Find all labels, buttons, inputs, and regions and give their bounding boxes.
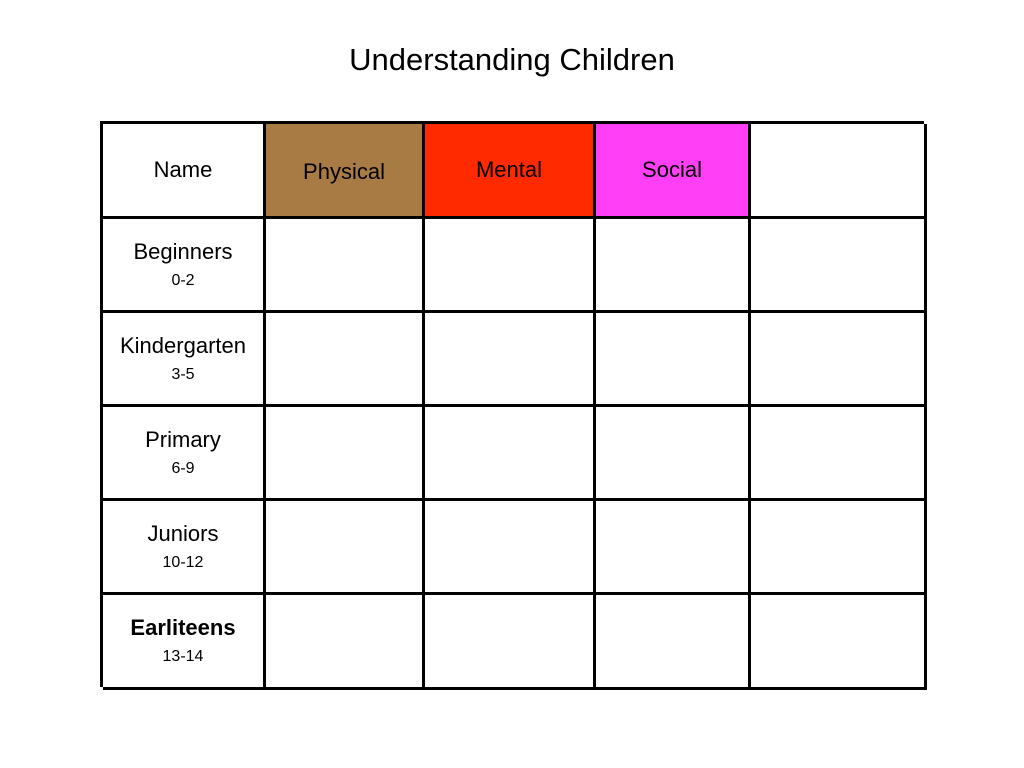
table-cell: [751, 501, 927, 595]
table-cell: [596, 407, 751, 501]
header-name-label: Name: [153, 157, 213, 182]
header-cell-physical: [266, 124, 425, 219]
table-cell: [751, 407, 927, 501]
table-cell: [266, 219, 425, 313]
row-name: Kindergarten: [120, 332, 246, 358]
table-cell: [266, 501, 425, 595]
table-cell: [751, 595, 927, 690]
row-age-range: 0-2: [171, 271, 195, 289]
table-cell: [596, 219, 751, 313]
header-social-label: Social: [642, 157, 702, 182]
header-physical-label: Physical: [303, 159, 385, 184]
table-cell: [266, 595, 425, 690]
row-age-range: 3-5: [171, 365, 195, 383]
header-cell-mental: [425, 124, 596, 219]
row-label-cell: [103, 313, 266, 407]
header-cell-name: [103, 124, 266, 219]
table-cell: [751, 219, 927, 313]
row-label-cell: [103, 595, 266, 690]
row-name: Earliteens: [130, 615, 236, 640]
row-name: Juniors: [147, 520, 219, 546]
age-group-table: [100, 121, 924, 687]
row-label-cell: [103, 501, 266, 595]
row-label-cell: [103, 407, 266, 501]
table-cell: [425, 595, 596, 690]
table-cell: [266, 407, 425, 501]
header-mental-label: Mental: [475, 157, 543, 182]
row-name: Primary: [145, 426, 221, 452]
table-cell: [425, 407, 596, 501]
table-cell: [266, 313, 425, 407]
header-cell-blank: [751, 124, 927, 219]
table-cell: [751, 313, 927, 407]
row-age-range: 6-9: [171, 459, 195, 477]
table-cell: [596, 313, 751, 407]
header-cell-social: [596, 124, 751, 219]
table-cell: [596, 501, 751, 595]
table-cell: [596, 595, 751, 690]
row-age-range: 13-14: [162, 648, 204, 665]
page-title: Understanding Children: [349, 42, 675, 77]
table-cell: [425, 313, 596, 407]
row-age-range: 10-12: [162, 553, 204, 571]
table-cell: [425, 219, 596, 313]
table-cell: [425, 501, 596, 595]
row-name: Beginners: [133, 238, 233, 264]
row-label-cell: [103, 219, 266, 313]
